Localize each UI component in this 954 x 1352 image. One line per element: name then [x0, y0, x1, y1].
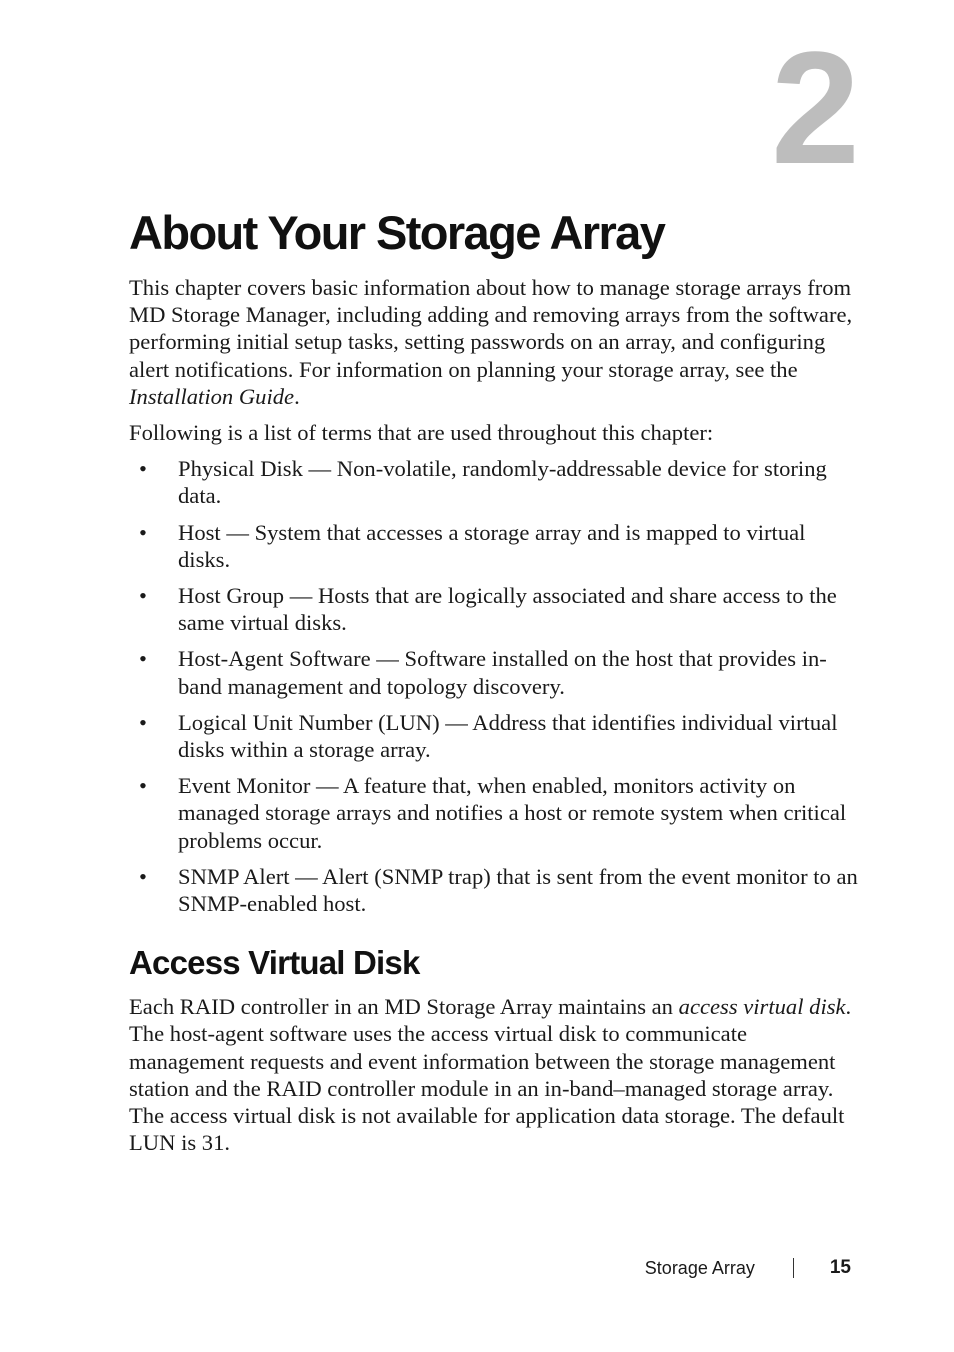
bullet: •: [139, 583, 147, 609]
bullet: •: [139, 709, 147, 735]
intro-text: This chapter covers basic information about how to manage storage arrays from MD Storage Manager, including adding and removing arrays from the software, performing initial setup tasks, setting passwords on an array, and configuring alert notifications. For information on planning your storage array, see the: [129, 275, 853, 382]
bullet: •: [139, 519, 147, 545]
list-item: [129, 709, 859, 763]
term-text: Host — System that accesses a storage array and is mapped to virtual disks.: [178, 519, 806, 572]
terms-list: [129, 455, 859, 917]
section-title: Access Virtual Disk: [129, 944, 420, 982]
installation-guide-reference: Installation Guide: [129, 383, 295, 409]
term-text: Logical Unit Number (LUN) — Address that identifies individual virtual disks within a storage array.: [178, 709, 838, 763]
footer-divider: [793, 1258, 794, 1278]
term-text: Host Group — Hosts that are logically associated and share access to the same virtual disks.: [178, 583, 837, 636]
terms-intro: Following is a list of terms that are used throughout this chapter:: [129, 420, 714, 446]
term-text: Event Monitor — A feature that, when enabled, monitors activity on managed storage arrays and notifies a host or remote system when critical problems occur.: [178, 773, 847, 853]
term-text: Physical Disk — Non-volatile, randomly-addressable device for storing data.: [178, 456, 827, 509]
access-virtual-disk-term: access virtual disk: [678, 994, 846, 1020]
list-item: [129, 772, 859, 854]
page-number: 15: [829, 1257, 851, 1278]
page-content: [129, 204, 859, 1165]
section-text-end: . The host-agent software uses the access virtual disk to communicate management requests and event information between the storage management station and the RAID controller module in an in-band–managed storage array. The access virtual disk is not available for application data storage. The default LUN is 31.: [129, 994, 852, 1156]
intro-paragraph: [129, 274, 859, 410]
intro-text-end: .: [294, 383, 300, 409]
list-item: [129, 519, 859, 573]
term-text: SNMP Alert — Alert (SNMP trap) that is sent from the event monitor to an SNMP-enabled host.: [178, 863, 858, 917]
footer-section-name: Storage Array: [644, 1258, 755, 1278]
term-text: Host-Agent Software — Software installed on the host that provides in-band management and topology discovery.: [178, 646, 827, 699]
list-item: [129, 645, 859, 699]
bullet: •: [139, 773, 147, 799]
section-paragraph: [129, 993, 859, 1156]
list-item: [129, 582, 859, 636]
bullet: •: [139, 456, 147, 482]
list-item: [129, 863, 859, 917]
page-footer: [645, 1254, 851, 1282]
list-item: [129, 455, 859, 509]
bullet: •: [139, 863, 147, 889]
chapter-number: 2: [771, 18, 856, 197]
chapter-title: About Your Storage Array: [129, 206, 665, 259]
section-text: Each RAID controller in an MD Storage Array maintains an: [129, 994, 679, 1020]
bullet: •: [139, 646, 147, 672]
